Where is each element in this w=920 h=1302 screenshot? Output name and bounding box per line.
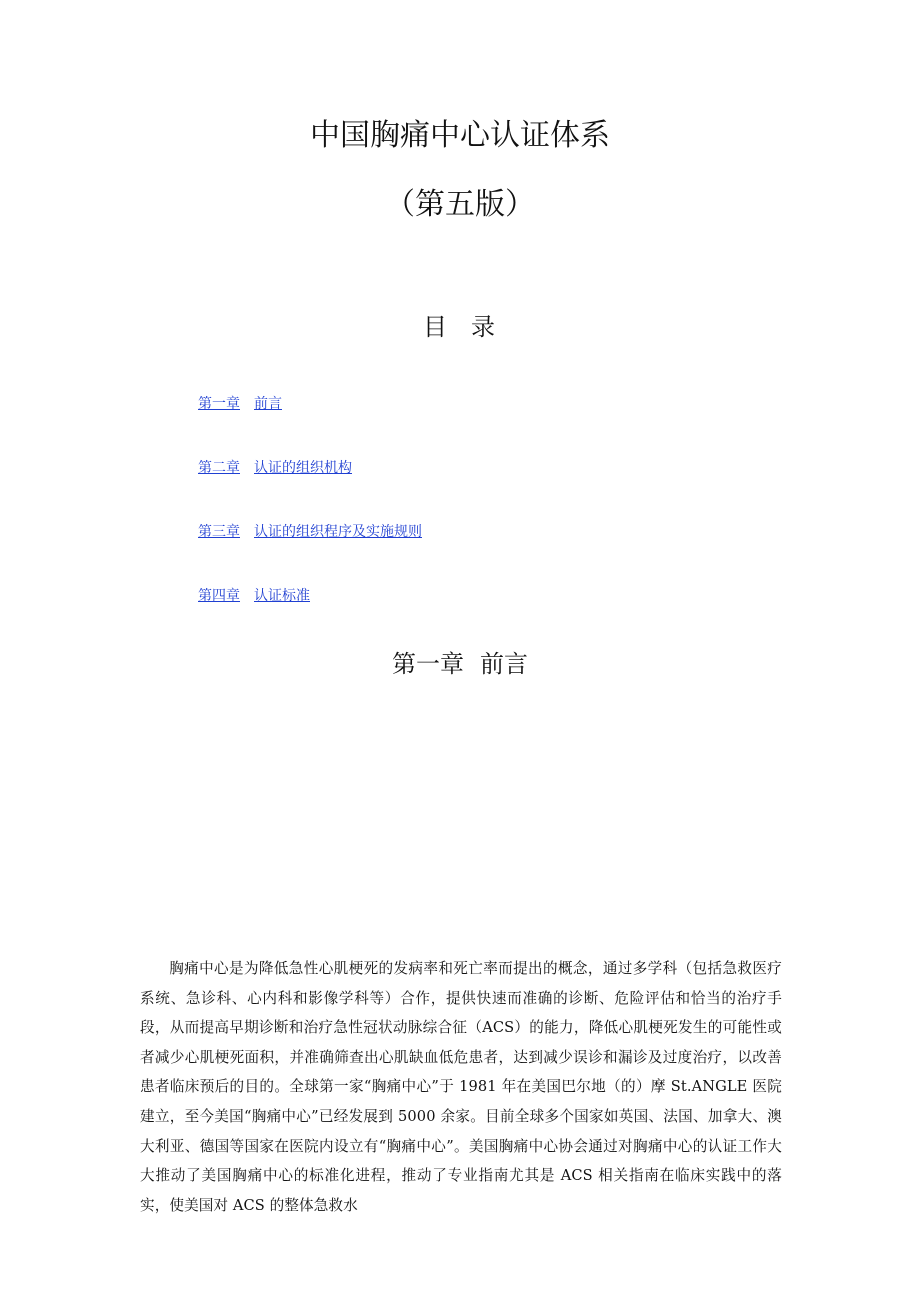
toc-link-chapter-4[interactable] bbox=[198, 588, 310, 604]
toc-chapter-title: 认证标准 bbox=[254, 588, 310, 604]
toc-link-chapter-1[interactable] bbox=[198, 396, 282, 412]
toc-chapter-title: 认证的组织程序及实施规则 bbox=[254, 524, 422, 540]
toc-link-chapter-2[interactable] bbox=[198, 460, 352, 476]
document-title: 中国胸痛中心认证体系 bbox=[310, 118, 610, 153]
toc-item-3 bbox=[198, 522, 422, 586]
toc-heading-right: 录 bbox=[471, 313, 497, 341]
toc-heading bbox=[0, 309, 920, 345]
toc-item-2 bbox=[198, 458, 422, 522]
chapter-1-title: 前言 bbox=[480, 650, 528, 678]
toc-chapter-number: 第二章 bbox=[198, 460, 240, 476]
chapter-1-heading bbox=[0, 646, 920, 682]
document-edition: （第五版） bbox=[385, 187, 535, 222]
toc-item-1 bbox=[198, 394, 422, 458]
toc-chapter-number: 第四章 bbox=[198, 588, 240, 604]
toc-heading-left: 目 bbox=[423, 313, 449, 341]
toc-link-chapter-3[interactable] bbox=[198, 524, 422, 540]
toc-item-4 bbox=[198, 586, 422, 650]
toc-chapter-number: 第一章 bbox=[198, 396, 240, 412]
toc-chapter-number: 第三章 bbox=[198, 524, 240, 540]
chapter-1-paragraph: 胸痛中心是为降低急性心肌梗死的发病率和死亡率而提出的概念，通过多学科（包括急救医疗系统、急诊科、心内科和影像学科等）合作，提供快速而准确的诊断、危险评估和恰当的治疗手段，从而提高早期诊断和治疗急性冠状动脉综合征（ACS）的能力，降低心肌梗死发生的可能性或者减少心肌梗死面积，并准确筛查出心肌缺血低危患者，达到减少误诊和漏诊及过度治疗，以改善患者临床预后的目的。全球第一家“胸痛中心”于 1981 年在美国巴尔地（的）摩 St.ANGLE 医院建立，至今美国“胸痛中心”已经发展到 5000 余家。目前全球多个国家如英国、法国、加拿大、澳大利亚、德国等国家在医院内设立有“胸痛中心”。美国胸痛中心协会通过对胸痛中心的认证工作大大推动了美国胸痛中心的标准化进程，推动了专业指南尤其是 ACS 相关指南在临床实践中的落实，使美国对 ACS 的整体急救水 bbox=[140, 960, 782, 1214]
table-of-contents bbox=[198, 394, 422, 650]
toc-chapter-title: 前言 bbox=[254, 396, 282, 412]
toc-chapter-title: 认证的组织机构 bbox=[254, 460, 352, 476]
chapter-1-number: 第一章 bbox=[392, 650, 464, 678]
